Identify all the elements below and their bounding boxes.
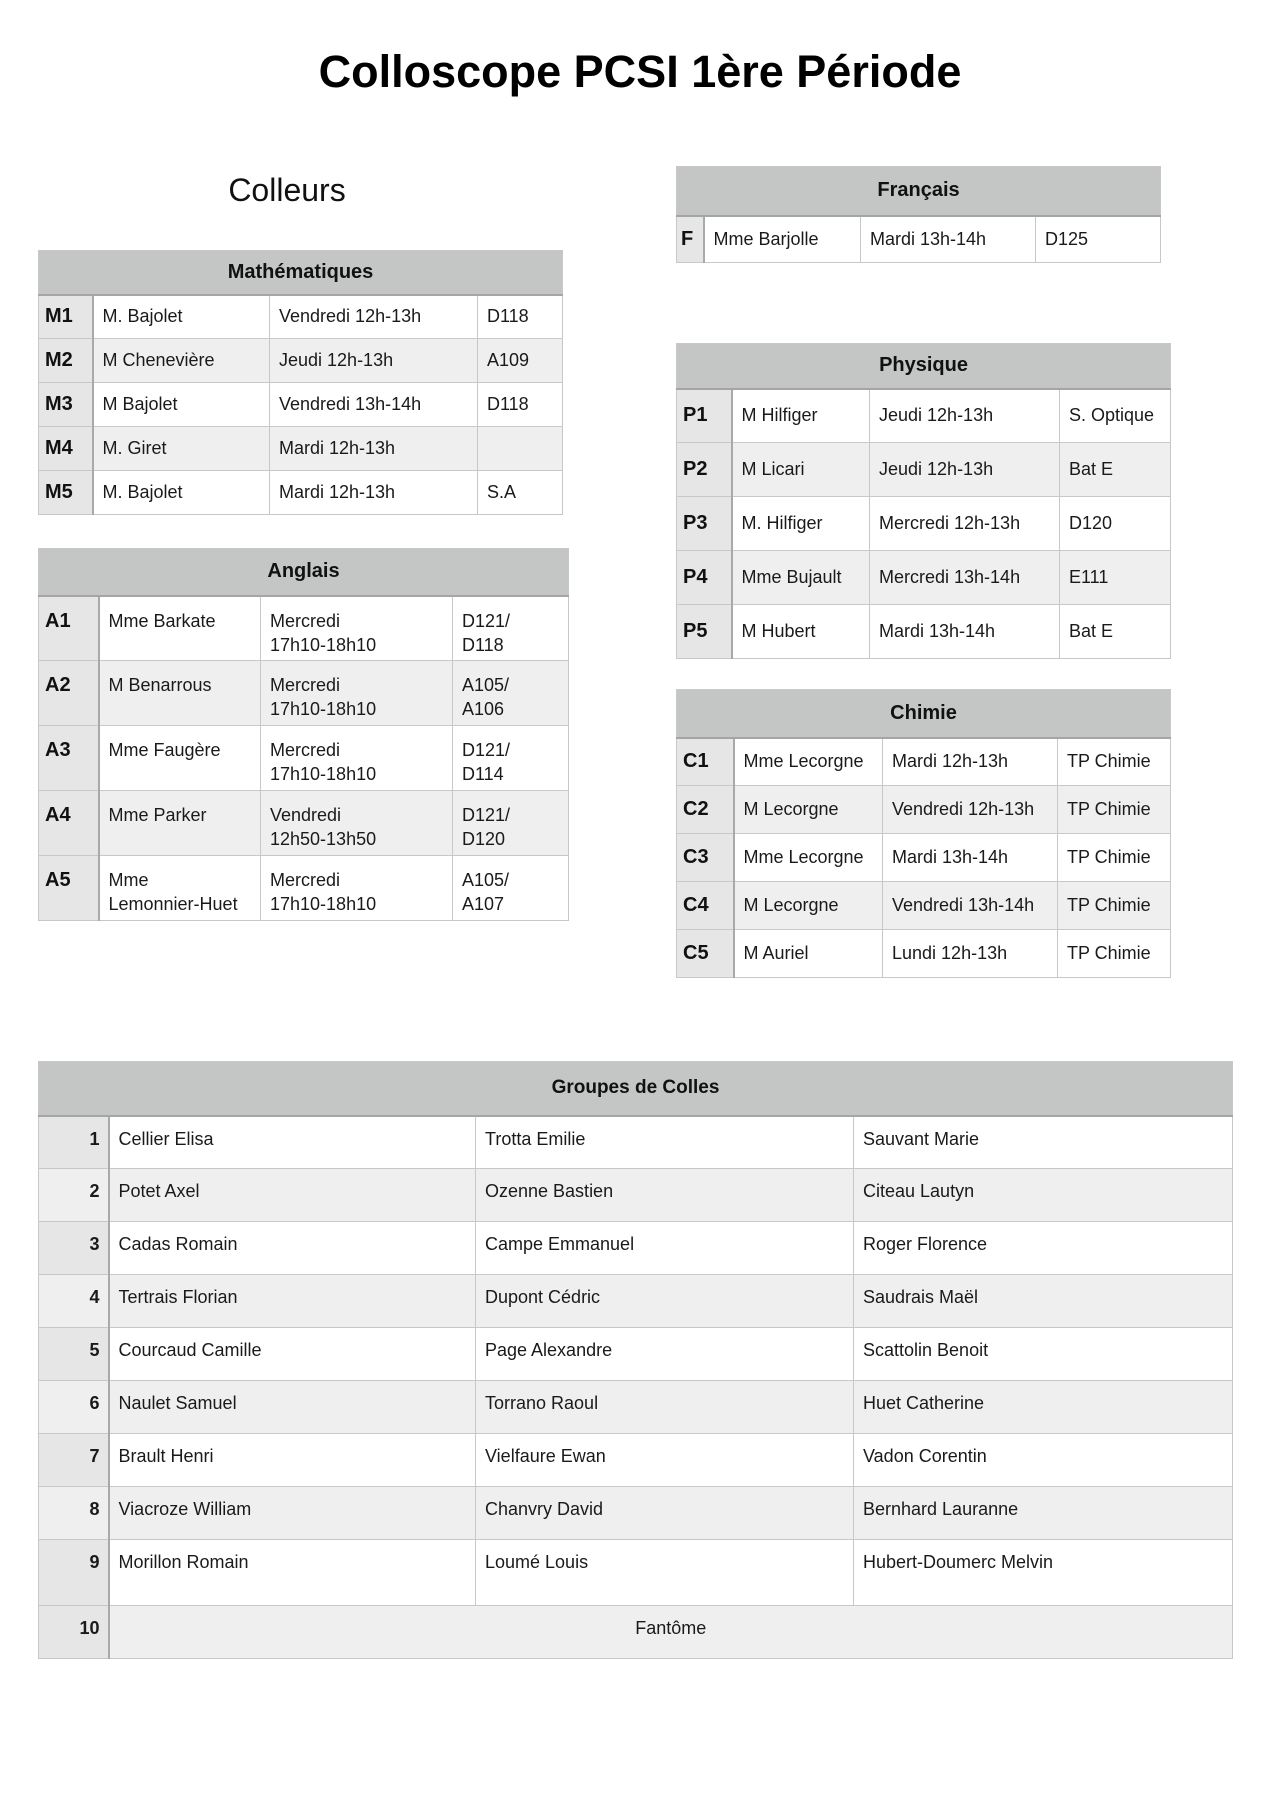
teacher-cell: M. Bajolet	[93, 295, 270, 339]
student-cell: Campe Emmanuel	[476, 1222, 854, 1275]
student-cell: Vielfaure Ewan	[476, 1434, 854, 1487]
time-cell: Vendredi 13h-14h	[883, 882, 1058, 930]
room-cell: D121/ D118	[453, 596, 569, 661]
teacher-cell: M Lecorgne	[734, 882, 883, 930]
time-cell: Mercredi 17h10-18h10	[261, 726, 453, 791]
student-cell: Ozenne Bastien	[476, 1169, 854, 1222]
student-cell: Chanvry David	[476, 1487, 854, 1540]
row-code: A3	[39, 726, 99, 791]
room-cell: D121/ D120	[453, 791, 569, 856]
student-cell: Cellier Elisa	[109, 1116, 476, 1169]
row-code: P1	[677, 389, 732, 443]
room-cell: TP Chimie	[1058, 786, 1171, 834]
table-row	[39, 1169, 1233, 1222]
table-row	[39, 427, 563, 471]
time-cell: Mardi 12h-13h	[883, 738, 1058, 786]
group-number: 8	[39, 1487, 109, 1540]
room-cell: S. Optique	[1060, 389, 1171, 443]
row-code: M5	[39, 471, 93, 515]
time-cell: Jeudi 12h-13h	[870, 389, 1060, 443]
table-row	[677, 551, 1171, 605]
room-cell: D118	[478, 295, 563, 339]
group-number: 10	[39, 1606, 109, 1659]
row-code: A2	[39, 661, 99, 726]
phantom-cell: Fantôme	[109, 1606, 1233, 1659]
group-number: 9	[39, 1540, 109, 1606]
row-code: M1	[39, 295, 93, 339]
table-row	[677, 389, 1171, 443]
student-cell: Brault Henri	[109, 1434, 476, 1487]
student-cell: Potet Axel	[109, 1169, 476, 1222]
table-row	[677, 443, 1171, 497]
anglais-table	[38, 548, 569, 921]
row-code: C4	[677, 882, 734, 930]
student-cell: Hubert-Doumerc Melvin	[854, 1540, 1233, 1606]
group-number: 3	[39, 1222, 109, 1275]
table-row	[39, 596, 569, 661]
time-cell: Vendredi 12h-13h	[270, 295, 478, 339]
row-code: A4	[39, 791, 99, 856]
physique-table	[676, 343, 1171, 659]
teacher-cell: Mme Lecorgne	[734, 738, 883, 786]
time-cell: Mardi 13h-14h	[870, 605, 1060, 659]
table-row	[677, 605, 1171, 659]
table-row	[39, 661, 569, 726]
group-number: 5	[39, 1328, 109, 1381]
row-code: P5	[677, 605, 732, 659]
table-row	[39, 471, 563, 515]
table-row	[39, 339, 563, 383]
chimie-header: Chimie	[677, 690, 1171, 738]
time-cell: Mercredi 17h10-18h10	[261, 856, 453, 921]
teacher-cell: Mme Faugère	[99, 726, 261, 791]
group-number: 2	[39, 1169, 109, 1222]
time-cell: Mercredi 13h-14h	[870, 551, 1060, 605]
teacher-cell: Mme Parker	[99, 791, 261, 856]
table-row	[39, 726, 569, 791]
student-cell: Bernhard Lauranne	[854, 1487, 1233, 1540]
francais-table	[676, 166, 1161, 263]
row-code: F	[677, 216, 704, 263]
colleurs-heading: Colleurs	[228, 172, 346, 208]
table-row	[39, 1328, 1233, 1381]
row-code: C5	[677, 930, 734, 978]
group-number: 1	[39, 1116, 109, 1169]
time-cell: Mardi 13h-14h	[861, 216, 1036, 263]
room-cell: S.A	[478, 471, 563, 515]
student-cell: Courcaud Camille	[109, 1328, 476, 1381]
teacher-cell: Mme Lemonnier-Huet	[99, 856, 261, 921]
room-cell: A105/ A106	[453, 661, 569, 726]
student-cell: Citeau Lautyn	[854, 1169, 1233, 1222]
chimie-table	[676, 689, 1171, 978]
row-code: P3	[677, 497, 732, 551]
table-row	[677, 834, 1171, 882]
student-cell: Tertrais Florian	[109, 1275, 476, 1328]
table-row	[677, 497, 1171, 551]
student-cell: Sauvant Marie	[854, 1116, 1233, 1169]
groups-header: Groupes de Colles	[39, 1062, 1233, 1116]
student-cell: Morillon Romain	[109, 1540, 476, 1606]
row-code: P2	[677, 443, 732, 497]
room-cell: TP Chimie	[1058, 738, 1171, 786]
teacher-cell: M Hilfiger	[732, 389, 870, 443]
teacher-cell: M. Hilfiger	[732, 497, 870, 551]
table-row	[677, 216, 1161, 263]
room-cell	[478, 427, 563, 471]
time-cell: Vendredi 12h-13h	[883, 786, 1058, 834]
teacher-cell: Mme Barkate	[99, 596, 261, 661]
row-code: A1	[39, 596, 99, 661]
room-cell: A105/ A107	[453, 856, 569, 921]
table-row	[39, 1116, 1233, 1169]
group-number: 4	[39, 1275, 109, 1328]
teacher-cell: M Bajolet	[93, 383, 270, 427]
teacher-cell: M Licari	[732, 443, 870, 497]
student-cell: Torrano Raoul	[476, 1381, 854, 1434]
room-cell: D120	[1060, 497, 1171, 551]
row-code: M3	[39, 383, 93, 427]
table-row	[677, 930, 1171, 978]
time-cell: Mercredi 17h10-18h10	[261, 661, 453, 726]
room-cell: TP Chimie	[1058, 882, 1171, 930]
student-cell: Dupont Cédric	[476, 1275, 854, 1328]
teacher-cell: Mme Bujault	[732, 551, 870, 605]
time-cell: Jeudi 12h-13h	[270, 339, 478, 383]
student-cell: Trotta Emilie	[476, 1116, 854, 1169]
room-cell: Bat E	[1060, 605, 1171, 659]
table-row	[677, 882, 1171, 930]
table-row	[39, 1606, 1233, 1659]
row-code: A5	[39, 856, 99, 921]
group-number: 7	[39, 1434, 109, 1487]
francais-header: Français	[677, 167, 1161, 216]
row-code: P4	[677, 551, 732, 605]
page-title: Colloscope PCSI 1ère Période	[318, 46, 962, 97]
row-code: C1	[677, 738, 734, 786]
group-number: 6	[39, 1381, 109, 1434]
student-cell: Saudrais Maël	[854, 1275, 1233, 1328]
table-row	[39, 383, 563, 427]
time-cell: Mardi 13h-14h	[883, 834, 1058, 882]
time-cell: Mercredi 17h10-18h10	[261, 596, 453, 661]
student-cell: Loumé Louis	[476, 1540, 854, 1606]
teacher-cell: M. Bajolet	[93, 471, 270, 515]
groups-table	[38, 1061, 1233, 1659]
time-cell: Vendredi 12h50-13h50	[261, 791, 453, 856]
maths-table	[38, 250, 563, 515]
table-row	[39, 791, 569, 856]
teacher-cell: M Chenevière	[93, 339, 270, 383]
room-cell: E111	[1060, 551, 1171, 605]
student-cell: Vadon Corentin	[854, 1434, 1233, 1487]
teacher-cell: Mme Barjolle	[704, 216, 861, 263]
time-cell: Mardi 12h-13h	[270, 471, 478, 515]
row-code: M2	[39, 339, 93, 383]
table-row	[677, 738, 1171, 786]
teacher-cell: M Hubert	[732, 605, 870, 659]
physique-header: Physique	[677, 344, 1171, 389]
teacher-cell: M Benarrous	[99, 661, 261, 726]
student-cell: Naulet Samuel	[109, 1381, 476, 1434]
table-row	[39, 1222, 1233, 1275]
time-cell: Lundi 12h-13h	[883, 930, 1058, 978]
table-row	[39, 856, 569, 921]
teacher-cell: M Lecorgne	[734, 786, 883, 834]
row-code: C2	[677, 786, 734, 834]
table-row	[39, 1540, 1233, 1606]
student-cell: Scattolin Benoit	[854, 1328, 1233, 1381]
teacher-cell: M. Giret	[93, 427, 270, 471]
room-cell: D121/ D114	[453, 726, 569, 791]
maths-header: Mathématiques	[39, 251, 563, 295]
room-cell: D118	[478, 383, 563, 427]
time-cell: Vendredi 13h-14h	[270, 383, 478, 427]
room-cell: TP Chimie	[1058, 834, 1171, 882]
table-row	[39, 1434, 1233, 1487]
room-cell: D125	[1036, 216, 1161, 263]
table-row	[39, 1487, 1233, 1540]
teacher-cell: Mme Lecorgne	[734, 834, 883, 882]
room-cell: Bat E	[1060, 443, 1171, 497]
room-cell: A109	[478, 339, 563, 383]
student-cell: Huet Catherine	[854, 1381, 1233, 1434]
table-row	[39, 295, 563, 339]
row-code: C3	[677, 834, 734, 882]
time-cell: Mercredi 12h-13h	[870, 497, 1060, 551]
student-cell: Roger Florence	[854, 1222, 1233, 1275]
teacher-cell: M Auriel	[734, 930, 883, 978]
time-cell: Jeudi 12h-13h	[870, 443, 1060, 497]
student-cell: Viacroze William	[109, 1487, 476, 1540]
student-cell: Page Alexandre	[476, 1328, 854, 1381]
anglais-header: Anglais	[39, 549, 569, 596]
row-code: M4	[39, 427, 93, 471]
room-cell: TP Chimie	[1058, 930, 1171, 978]
table-row	[677, 786, 1171, 834]
table-row	[39, 1275, 1233, 1328]
time-cell: Mardi 12h-13h	[270, 427, 478, 471]
student-cell: Cadas Romain	[109, 1222, 476, 1275]
table-row	[39, 1381, 1233, 1434]
